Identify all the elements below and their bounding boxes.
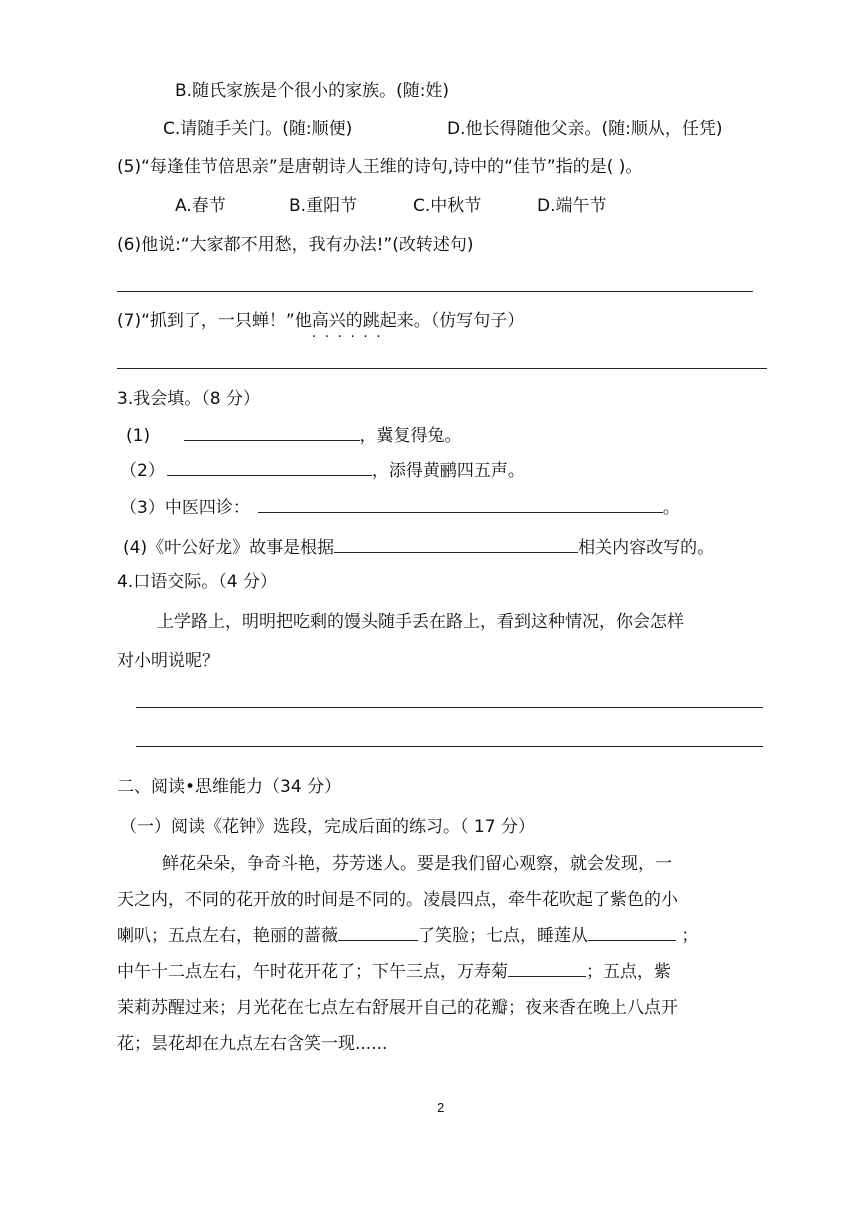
q4-prompt-line-2: 对小明说呢？: [117, 651, 219, 671]
passage-line-3-c: ；: [676, 926, 699, 946]
passage-line-2: 天之内，不同的花开放的时间是不同的。凌晨四点，牵牛花吹起了紫色的小: [117, 890, 678, 910]
q3-item-3-blank[interactable]: [258, 494, 663, 513]
section-2-title: 二、阅读•思维能力（34 分）: [117, 777, 342, 797]
q2-option-d: D.他长得随他父亲。(随:顺从，任凭): [447, 119, 723, 139]
q7-text-end: 。（仿写句子）: [413, 311, 525, 331]
reading-1-instruction: （一）阅读《花钟》选段，完成后面的练习。（ 17 分）: [120, 817, 535, 837]
q3-item-3: [120, 494, 680, 520]
passage-line-4-a: 中午十二点左右，午时花开花了；下午三点，万寿菊: [117, 962, 508, 982]
passage-blank-1[interactable]: [338, 922, 418, 941]
q4-prompt-line-1: 上学路上，明明把吃剩的馒头随手丢在路上，看到这种情况，你会怎样: [157, 612, 684, 632]
passage-line-4-b: ；五点，紫: [586, 962, 671, 982]
q7-question: [117, 309, 524, 333]
passage-blank-2[interactable]: [588, 922, 676, 941]
q3-item-1-number: (1): [126, 426, 151, 446]
q6-question: (6)他说:“大家都不用愁，我有办法!”(改转述句): [117, 235, 474, 255]
q5-option-b: B.重阳节: [289, 196, 358, 216]
q3-item-2-blank[interactable]: [167, 457, 372, 476]
passage-line-3-a: 喇叭；五点左右，艳丽的蔷薇: [117, 926, 338, 946]
q3-item-4-blank[interactable]: [334, 534, 578, 553]
q3-item-4-text-end: 相关内容改写的。: [578, 538, 715, 558]
q3-item-1-blank[interactable]: [184, 422, 360, 441]
passage-line-5: 茉莉苏醒过来；月光花在七点左右舒展开自己的花瓣；夜来香在晚上八点开: [117, 998, 678, 1018]
q4-answer-line-1[interactable]: [136, 707, 763, 708]
q2-option-b: B.随氏家族是个很小的家族。(随:姓): [175, 81, 450, 101]
q4-answer-line-2[interactable]: [136, 746, 763, 747]
q5-option-c: C.中秋节: [413, 196, 482, 216]
passage-line-1: 鲜花朵朵，争奇斗艳，芬芳迷人。要是我们留心观察，就会发现，一: [162, 854, 672, 874]
q3-item-1: [126, 422, 462, 448]
passage-line-3: [117, 918, 767, 954]
q3-item-3-end: 。: [662, 498, 680, 518]
q5-question: (5)“每逢佳节倍思亲”是唐朝诗人王维的诗句,诗中的“佳节”指的是( )。: [117, 157, 643, 177]
q2-option-c: C.请随手关门。(随:顺便): [163, 119, 353, 139]
q3-item-1-text: ，冀复得兔。: [359, 426, 462, 446]
reading-passage: [117, 846, 767, 1062]
q4-title: 4.口语交际。（4 分）: [117, 572, 277, 592]
page-number: 2: [437, 1100, 445, 1115]
passage-line-4: [117, 954, 767, 990]
q6-answer-line[interactable]: [117, 291, 753, 292]
passage-blank-3[interactable]: [508, 958, 586, 977]
q3-title: 3.我会填。（8 分）: [117, 389, 260, 409]
q3-item-2-text: ，添得黄鹂四五声。: [371, 461, 525, 481]
q3-item-2-number: （2）: [120, 461, 165, 481]
passage-line-3-b: 了笑脸；七点，睡莲从: [418, 926, 588, 946]
q7-answer-line[interactable]: [117, 368, 767, 369]
q5-option-d: D.端午节: [537, 196, 607, 216]
q7-text-start: (7)“抓到了，一只蝉！”他: [117, 311, 312, 331]
q5-option-a: A.春节: [175, 196, 226, 216]
q3-item-2: [120, 457, 525, 483]
q3-item-4: [123, 534, 714, 560]
q3-item-3-label: （3）中医四诊：: [120, 498, 250, 518]
passage-line-6: 花；昙花却在九点左右含笑一现......: [117, 1034, 388, 1054]
q7-emphasis-dotted: 高兴的跳起来 · · ·: [312, 311, 414, 331]
q3-item-4-text-start: (4)《叶公好龙》故事是根据: [123, 538, 335, 558]
